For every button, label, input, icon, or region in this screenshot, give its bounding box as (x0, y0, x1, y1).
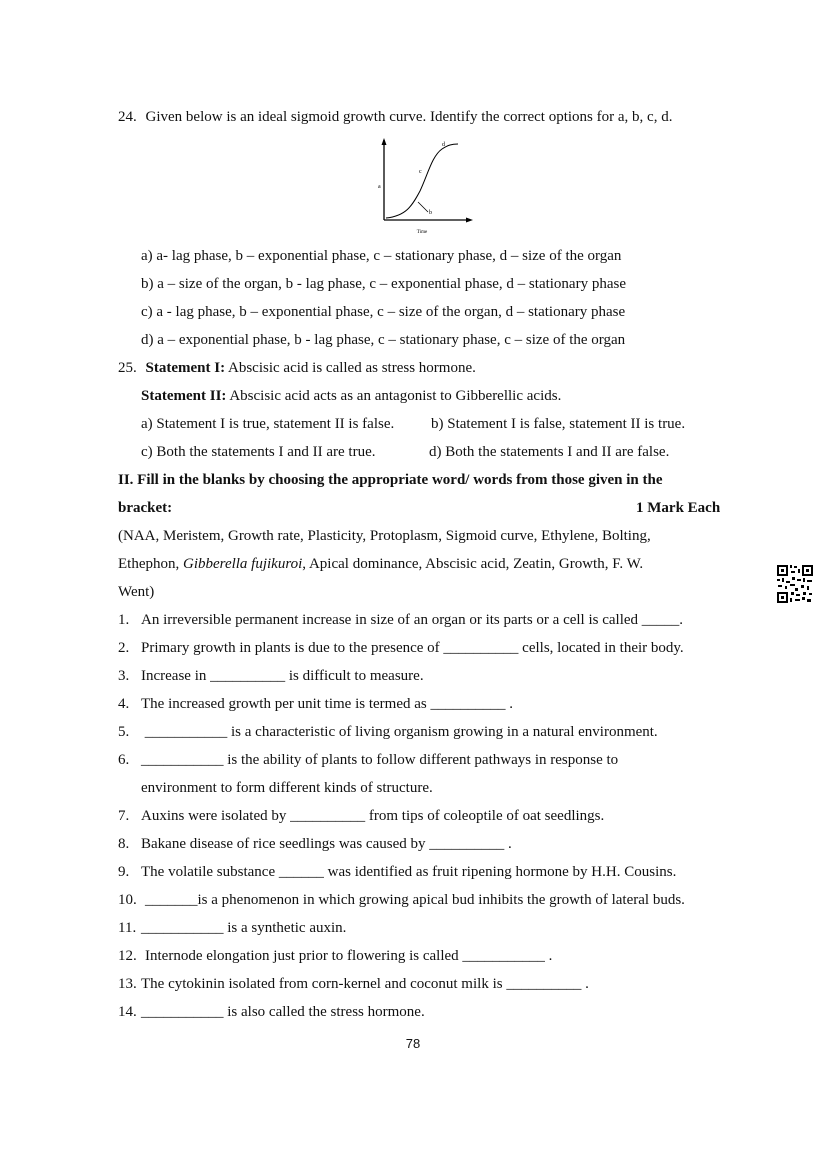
qr-code-icon (776, 564, 814, 604)
section-2-heading-cont: bracket: (118, 500, 173, 516)
item-number: 10. (118, 892, 137, 908)
item-number: 5. (118, 724, 130, 740)
word-bank-pre: Ethephon, (118, 556, 180, 572)
word-bank-post: , Apical dominance, Abscisic acid, Zeatin, Growth, F. W. (302, 556, 644, 572)
item-text: Auxins were isolated by __________ from tips of coleoptile of oat seedlings. (141, 808, 605, 824)
item-number: 6. (118, 752, 130, 768)
q24-text: Given below is an ideal sigmoid growth curve. Identify the correct options for a, b, c, d. (145, 109, 673, 125)
item-number: 9. (118, 864, 130, 880)
item-text: _______is a phenomenon in which growing apical bud inhibits the growth of lateral buds. (145, 892, 685, 908)
item-text: The increased growth per unit time is termed as __________ . (141, 696, 513, 712)
blank-item-1 (118, 610, 683, 630)
statement-2-text: Abscisic acid acts as an antagonist to Gibberellic acids. (229, 388, 562, 404)
label-b: b (429, 210, 432, 216)
blank-item-4 (118, 694, 513, 714)
x-axis-label: Time (416, 230, 428, 235)
statement-1-label: Statement I: (145, 360, 226, 376)
word-bank-line-2 (118, 554, 643, 574)
item-number: 2. (118, 640, 130, 656)
marks-label: 1 Mark Each (636, 500, 721, 516)
item-number: 11. (118, 920, 137, 936)
blank-item-9 (118, 862, 676, 882)
blank-item-13 (118, 974, 589, 994)
q25-statement-1 (118, 358, 476, 378)
pointer-b (418, 202, 428, 212)
statement-2-label: Statement II: (141, 388, 227, 404)
word-bank-line-1: (NAA, Meristem, Growth rate, Plasticity, Protoplasm, Sigmoid curve, Ethylene, Bolting, (118, 528, 651, 544)
q25-number: 25. (118, 360, 137, 376)
blank-item-7 (118, 806, 604, 826)
q24-line (118, 107, 672, 127)
item-number: 8. (118, 836, 130, 852)
blank-item-6-continued: environment to form different kinds of structure. (141, 780, 433, 796)
item-text: Internode elongation just prior to flowering is called ___________ . (145, 948, 553, 964)
item-text: ___________ is the ability of plants to follow different pathways in response to (141, 752, 619, 768)
y-axis-arrow (382, 138, 387, 145)
blank-item-3 (118, 666, 424, 686)
q24-option-b: b) a – size of the organ, b - lag phase, c – exponential phase, d – stationary phase (141, 276, 626, 292)
word-bank-line-3: Went) (118, 584, 155, 600)
item-number: 14. (118, 1004, 137, 1020)
blank-item-12 (118, 946, 552, 966)
sigmoid-curve (386, 144, 458, 218)
q24-number: 24. (118, 109, 137, 125)
item-number: 3. (118, 668, 130, 684)
page-number: 78 (405, 1036, 421, 1051)
item-number: 12. (118, 948, 137, 964)
blank-item-2 (118, 638, 684, 658)
sigmoid-growth-curve-figure (370, 136, 482, 236)
item-text: Bakane disease of rice seedlings was caused by __________ . (141, 836, 512, 852)
q25-statement-2 (141, 386, 561, 406)
x-axis-arrow (466, 218, 473, 223)
item-text: ___________ is a characteristic of living organism growing in a natural environment. (141, 724, 658, 740)
item-text: Primary growth in plants is due to the presence of __________ cells, located in their body. (141, 640, 684, 656)
blank-item-10 (118, 890, 685, 910)
blank-item-5 (118, 722, 658, 742)
item-text: Increase in __________ is difficult to measure. (141, 668, 424, 684)
item-number: 7. (118, 808, 130, 824)
item-text: The volatile substance ______ was identified as fruit ripening hormone by H.H. Cousins. (141, 864, 677, 880)
q25-option-d: d) Both the statements I and II are false. (429, 444, 670, 460)
item-text: The cytokinin isolated from corn-kernel and coconut milk is __________ . (141, 976, 589, 992)
label-d: d (442, 142, 445, 148)
blank-item-11 (118, 918, 346, 938)
section-2-heading: II. Fill in the blanks by choosing the appropriate word/ words from those given in the (118, 472, 663, 488)
label-c: c (419, 169, 422, 175)
item-number: 13. (118, 976, 137, 992)
statement-1-text: Abscisic acid is called as stress hormone. (228, 360, 476, 376)
blank-item-6 (118, 750, 618, 770)
item-text: ___________ is a synthetic auxin. (141, 920, 347, 936)
word-bank-italic: Gibberella fujikuroi (183, 556, 303, 572)
q25-option-a: a) Statement I is true, statement II is false. (141, 416, 395, 432)
item-number: 1. (118, 612, 130, 628)
q24-option-d: d) a – exponential phase, b - lag phase, c – stationary phase, c – size of the organ (141, 332, 626, 348)
label-a: a (378, 184, 381, 190)
q25-option-b: b) Statement I is false, statement II is true. (431, 416, 686, 432)
q24-option-c: c) a - lag phase, b – exponential phase, c – size of the organ, d – stationary phase (141, 304, 626, 320)
item-number: 4. (118, 696, 130, 712)
blank-item-8 (118, 834, 512, 854)
item-text: ___________ is also called the stress hormone. (141, 1004, 425, 1020)
blank-item-14 (118, 1002, 425, 1022)
q24-option-a: a) a- lag phase, b – exponential phase, c – stationary phase, d – size of the organ (141, 248, 622, 264)
q25-option-c: c) Both the statements I and II are true. (141, 444, 376, 460)
item-text: An irreversible permanent increase in size of an organ or its parts or a cell is called _____. (141, 612, 684, 628)
